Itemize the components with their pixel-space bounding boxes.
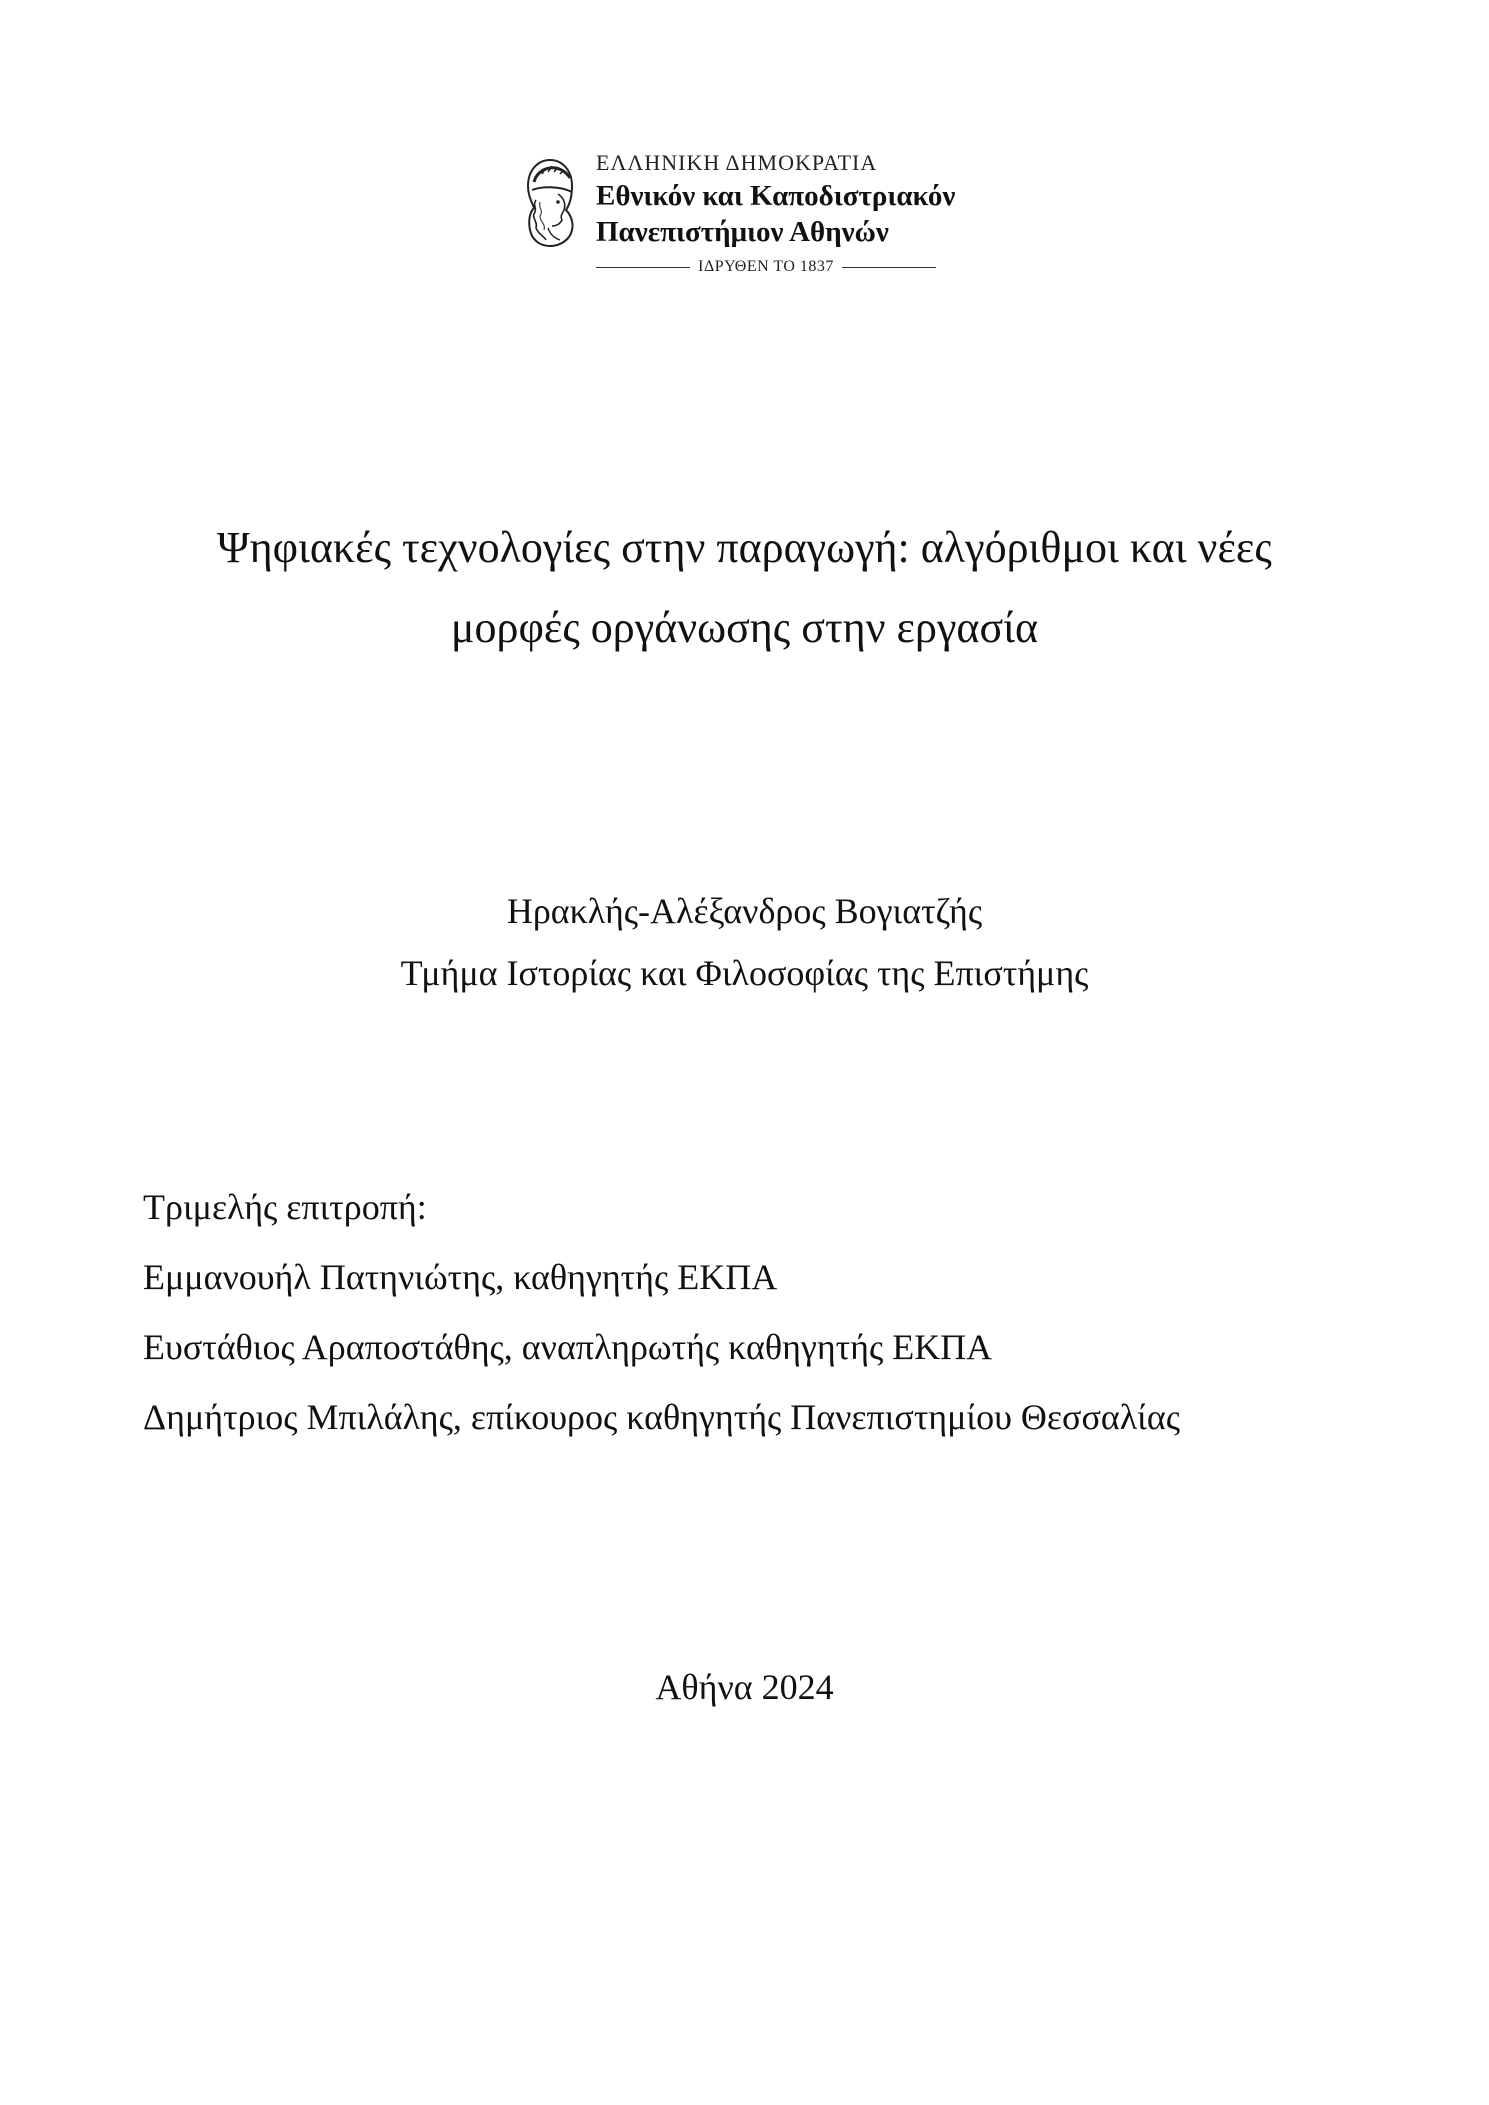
university-name-block bbox=[596, 148, 1036, 250]
founded-text: ΙΔΡΥΘΕΝ ΤΟ 1837 bbox=[698, 258, 834, 275]
university-name-line1: Εθνικόν και Καποδιστριακόν bbox=[596, 180, 956, 212]
republic-label: ΕΛΛΗΝΙΚΗ ΔΗΜΟΚΡΑΤΙΑ bbox=[596, 150, 878, 175]
committee-heading: Τριμελής επιτροπή: bbox=[143, 1187, 427, 1227]
founded-rule-left bbox=[596, 267, 690, 268]
founded-line bbox=[596, 258, 936, 276]
committee-member: Εμμανουήλ Πατηνιώτης, καθηγητής ΕΚΠΑ bbox=[143, 1257, 778, 1297]
committee-member: Δημήτριος Μπιλάλης, επίκουρος καθηγητής Πανεπιστημίου Θεσσαλίας bbox=[143, 1397, 1180, 1437]
founded-rule-right bbox=[842, 267, 936, 268]
place-date: Αθήνα 2024 bbox=[655, 1667, 834, 1707]
committee-member: Ευστάθιος Αραποστάθης, αναπληρωτής καθηγητής ΕΚΠΑ bbox=[143, 1327, 993, 1367]
university-header bbox=[520, 148, 1040, 288]
author-block bbox=[100, 880, 1389, 1004]
thesis-title-line2: μορφές οργάνωσης στην εργασία bbox=[450, 603, 1039, 652]
author-department: Τμήμα Ιστορίας και Φιλοσοφίας της Επιστήμης bbox=[400, 953, 1089, 993]
university-name-line2: Πανεπιστήμιον Αθηνών bbox=[596, 216, 889, 248]
thesis-title-line1: Ψηφιακές τεχνολογίες στην παραγωγή: αλγόριθμοι και νέες bbox=[217, 523, 1272, 572]
athena-crest-icon bbox=[520, 156, 580, 248]
author-name: Ηρακλής-Αλέξανδρος Βογιατζής bbox=[506, 891, 983, 931]
committee-block bbox=[143, 1172, 1343, 1452]
thesis-title bbox=[100, 508, 1389, 668]
